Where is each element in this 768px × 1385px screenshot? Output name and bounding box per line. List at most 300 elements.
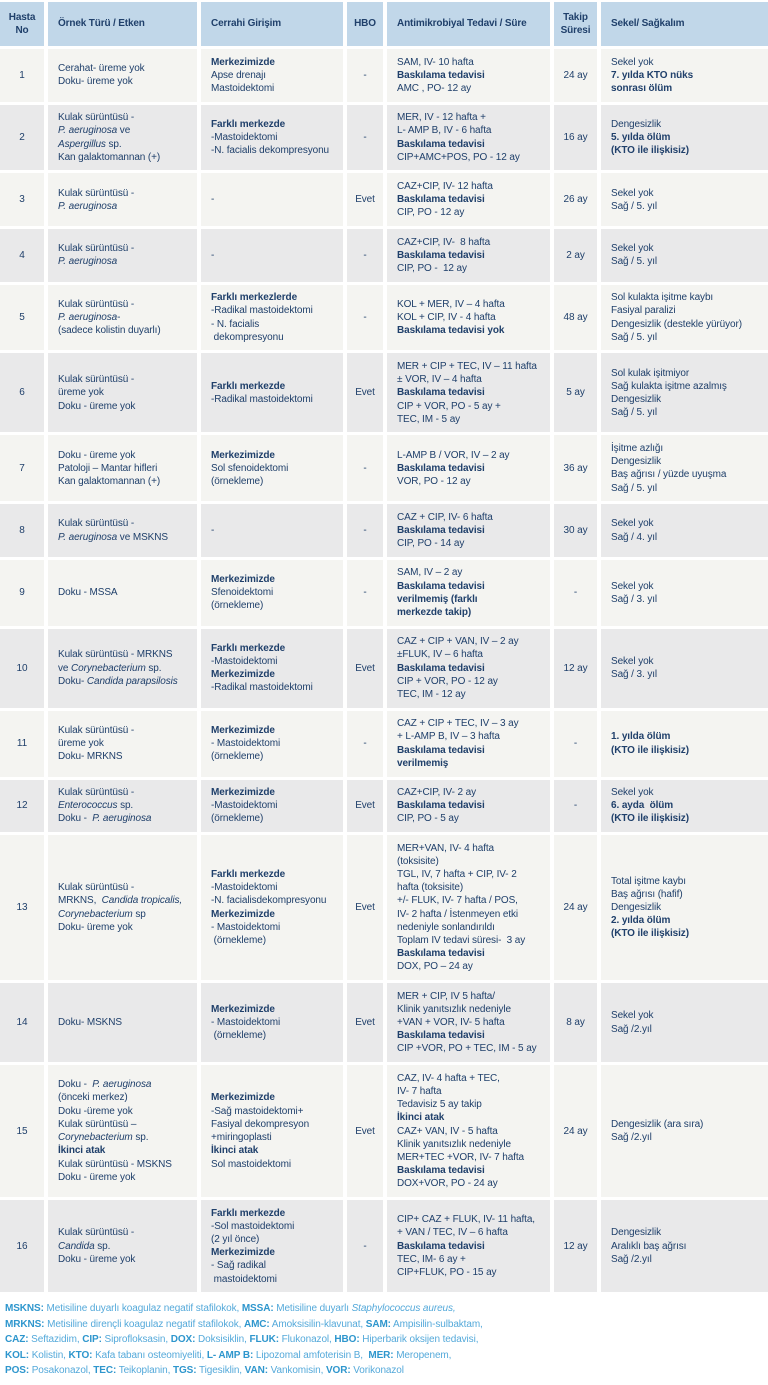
cell-line xyxy=(397,566,545,579)
text-segment: TEC, IM - 12 ay xyxy=(397,689,466,701)
cell-outcome xyxy=(601,983,768,1062)
cell-followup xyxy=(554,353,597,432)
cell-line xyxy=(58,1253,192,1266)
cell-hbo xyxy=(347,629,383,708)
cell-line xyxy=(611,442,763,455)
cell-line xyxy=(397,475,545,488)
cell-line xyxy=(58,255,192,268)
cell-no xyxy=(0,105,44,171)
text-segment: Merkezimizde xyxy=(211,908,275,920)
cell-hbo xyxy=(347,285,383,351)
cell-line xyxy=(58,799,192,812)
text-segment: Farklı merkezde xyxy=(211,1207,286,1219)
cell-line xyxy=(211,118,338,131)
text-segment: 8 ay xyxy=(566,1017,585,1029)
cell-line xyxy=(211,1246,338,1259)
cell-line xyxy=(397,124,545,137)
cell-line xyxy=(611,927,763,940)
cell-no xyxy=(0,835,44,980)
text-segment: IV- 2 hafta / İstenmeyen etki xyxy=(397,908,519,920)
cell-treatment xyxy=(387,780,550,833)
cell-surgery xyxy=(201,560,343,626)
text-segment: (sadece kolistin duyarlı) xyxy=(58,325,161,337)
cell-treatment xyxy=(387,49,550,102)
cell-line xyxy=(211,393,338,406)
footnote-line xyxy=(5,1301,764,1317)
text-segment: Baskılama tedavisi xyxy=(397,462,485,474)
cell-outcome xyxy=(601,629,768,708)
cell-line xyxy=(355,1125,375,1138)
text-segment: Kulak sürüntüsü – xyxy=(58,1118,137,1130)
cell-line xyxy=(211,812,338,825)
cell-line xyxy=(611,744,763,757)
text-segment: Baş ağrısı / yüzde uyuşma xyxy=(611,469,727,481)
abbreviation-footnotes xyxy=(0,1292,768,1379)
text-segment: CAZ, IV- 4 hafta + TEC, xyxy=(397,1072,500,1084)
text-segment: IV- 7 hafta xyxy=(397,1085,442,1097)
text-segment: Kan galaktomannan (+) xyxy=(58,475,161,487)
cell-surgery xyxy=(201,780,343,833)
text-segment: 5. yılda ölüm xyxy=(611,131,671,143)
cell-line xyxy=(58,124,192,137)
cell-line xyxy=(58,75,192,88)
cell-line xyxy=(397,1213,545,1226)
cell-line xyxy=(211,750,338,763)
text-segment: 8 xyxy=(19,524,25,536)
cell-followup xyxy=(554,285,597,351)
cell-line xyxy=(211,331,338,344)
text-segment: VOR: xyxy=(325,1365,351,1377)
cell-line xyxy=(397,236,545,249)
text-segment: Candida tropicalis, xyxy=(101,895,183,907)
cell-treatment xyxy=(387,105,550,171)
cell-line xyxy=(397,138,545,151)
cell-line xyxy=(355,386,375,399)
text-segment: - xyxy=(363,587,367,599)
text-segment: Metisiline dirençli koagulaz negatif stafilokok, xyxy=(44,1318,244,1330)
text-segment: Dengesizlik xyxy=(611,902,662,914)
cell-line xyxy=(611,1253,763,1266)
text-segment: Aspergillus xyxy=(58,138,106,150)
cell-line xyxy=(363,586,366,599)
text-segment: üreme yok xyxy=(58,738,104,750)
text-segment: DOX, PO – 24 ay xyxy=(397,961,473,973)
text-segment: Doku - xyxy=(58,1079,93,1091)
text-segment: verilmemiş xyxy=(397,757,449,769)
text-segment: TGL, IV, 7 hafta + CIP, IV- 2 xyxy=(397,869,517,881)
text-segment: CIP + VOR, PO - 12 ay xyxy=(397,675,498,687)
cell-line xyxy=(564,1125,588,1138)
cell-line xyxy=(58,62,192,75)
cell-line xyxy=(211,82,338,95)
cell-sample xyxy=(48,435,197,501)
text-segment: (örnekleme) xyxy=(211,475,264,487)
cell-sample xyxy=(48,560,197,626)
cell-sample xyxy=(48,780,197,833)
text-segment: CAZ + CIP, IV- 6 hafta xyxy=(397,511,493,523)
text-segment: 24 ay xyxy=(563,1125,588,1137)
cell-line xyxy=(211,144,338,157)
text-segment: Staphylococcus aureus, xyxy=(351,1303,456,1315)
cell-line xyxy=(58,1171,192,1184)
cell-line xyxy=(611,367,763,380)
cell-followup xyxy=(554,983,597,1062)
text-segment: 26 ay xyxy=(563,194,588,206)
text-segment: Amoksisilin-klavunat, xyxy=(269,1318,366,1330)
text-segment: 3 xyxy=(19,194,25,206)
text-segment: Dengesizlik (ara sıra) xyxy=(611,1118,704,1130)
cell-line xyxy=(211,894,338,907)
cell-line xyxy=(19,386,24,399)
cell-hbo xyxy=(347,1200,383,1292)
text-segment: Sağ / 5. yıl xyxy=(611,331,658,343)
table-row xyxy=(0,835,768,980)
cell-hbo xyxy=(347,105,383,171)
text-segment: CAZ+ VAN, IV - 5 hafta xyxy=(397,1125,498,1137)
cell-line xyxy=(611,799,763,812)
text-segment: Metisiline duyarlı xyxy=(273,1303,352,1315)
cell-line xyxy=(17,1016,28,1029)
cell-line xyxy=(211,599,338,612)
footnote-line xyxy=(5,1332,764,1348)
text-segment: ve xyxy=(58,662,72,674)
text-segment: Tedavisiz 5 ay takip xyxy=(397,1099,482,1111)
text-segment: Doku- üreme yok xyxy=(58,76,133,88)
cell-line xyxy=(58,187,192,200)
cell-line xyxy=(58,881,192,894)
cell-line xyxy=(211,1091,338,1104)
header-cell-hbo xyxy=(347,2,383,46)
cell-line xyxy=(611,56,763,69)
text-segment: 5 xyxy=(19,311,25,323)
cell-line xyxy=(58,373,192,386)
cell-line xyxy=(397,511,545,524)
cell-line xyxy=(397,730,545,743)
cell-line xyxy=(211,786,338,799)
cell-line xyxy=(355,193,375,206)
cell-sample xyxy=(48,504,197,557)
cell-sample xyxy=(48,711,197,777)
cell-line xyxy=(397,934,545,947)
text-segment: 11 xyxy=(16,738,28,750)
table-row xyxy=(0,983,768,1062)
text-segment: Baskılama tedavisi xyxy=(397,580,485,592)
text-segment: Hiperbarik oksijen tedavisi, xyxy=(359,1334,479,1346)
text-segment: Doku -üreme yok xyxy=(58,1105,133,1117)
cell-line xyxy=(211,249,338,262)
cell-line xyxy=(397,947,545,960)
text-segment: (örnekleme) xyxy=(211,1030,266,1042)
text-segment: sp. xyxy=(117,800,134,812)
cell-line xyxy=(397,1111,545,1124)
text-segment: Merkezimizde xyxy=(211,1247,275,1259)
cell-line xyxy=(397,960,545,973)
text-segment: Farklı merkezlerde xyxy=(211,292,298,304)
text-segment: 2 ay xyxy=(566,249,585,261)
cell-line xyxy=(397,1253,545,1266)
text-segment: Baskılama tedavisi xyxy=(397,194,485,206)
header-cell-treatment xyxy=(387,2,550,46)
table-row xyxy=(0,49,768,102)
text-segment: Merkezimizde xyxy=(211,724,275,736)
text-segment: Doku - üreme yok xyxy=(58,1171,136,1183)
text-segment: CIP, PO - 14 ay xyxy=(397,538,465,550)
cell-line xyxy=(574,737,577,750)
footnote-line xyxy=(5,1348,764,1364)
cell-line xyxy=(397,537,545,550)
cell-hbo xyxy=(347,435,383,501)
text-segment: - xyxy=(363,738,367,750)
cell-line xyxy=(397,400,545,413)
text-segment: hafta (toksisite) xyxy=(397,882,464,894)
cell-surgery xyxy=(201,285,343,351)
text-segment: Evet xyxy=(355,1017,375,1029)
cell-line xyxy=(611,131,763,144)
cell-line xyxy=(355,662,375,675)
cell-line xyxy=(58,1078,192,1091)
cell-line xyxy=(611,331,763,344)
header-label: Hasta No xyxy=(8,11,36,36)
text-segment: Toplam IV tedavi süresi- 3 ay xyxy=(397,935,526,947)
text-segment: - xyxy=(363,311,367,323)
text-segment: Kulak sürüntüsü - MSKNS xyxy=(58,1158,172,1170)
text-segment: MRKNS: xyxy=(5,1318,45,1330)
cell-line xyxy=(211,1029,338,1042)
text-segment: MER + CIP, IV 5 hafta/ xyxy=(397,990,495,1002)
text-segment: sp. xyxy=(132,1132,149,1144)
cell-line xyxy=(355,1016,375,1029)
cell-line xyxy=(397,908,545,921)
text-segment: (toksisite) xyxy=(397,855,439,867)
cell-no xyxy=(0,229,44,282)
cell-followup xyxy=(554,1200,597,1292)
cell-outcome xyxy=(601,435,768,501)
cell-line xyxy=(211,1158,338,1171)
cell-line xyxy=(19,524,24,537)
text-segment: CIP+FLUK, PO - 15 ay xyxy=(397,1266,497,1278)
text-segment: 13 xyxy=(16,902,28,914)
cell-line xyxy=(58,242,192,255)
text-segment: 7. yılda KTO nüks xyxy=(611,69,694,81)
text-segment: 6. ayda ölüm xyxy=(611,800,674,812)
text-segment: Dengesizlik (destekle yürüyor) xyxy=(611,318,742,330)
text-segment: 24 ay xyxy=(563,69,588,81)
cell-line xyxy=(397,1098,545,1111)
cell-line xyxy=(211,380,338,393)
text-segment: KOL + MER, IV – 4 hafta xyxy=(397,298,505,310)
text-segment: CAZ + CIP + VAN, IV – 2 ay xyxy=(397,636,519,648)
cell-followup xyxy=(554,835,597,980)
header-cell-surgery xyxy=(201,2,343,46)
cell-line xyxy=(397,675,545,688)
text-segment: İkinci atak xyxy=(58,1145,106,1157)
cell-line xyxy=(211,291,338,304)
text-segment: (örnekleme) xyxy=(211,813,264,825)
cell-line xyxy=(363,524,366,537)
cell-hbo xyxy=(347,49,383,102)
text-segment: 12 ay xyxy=(563,1240,588,1252)
cell-line xyxy=(58,400,192,413)
cell-line xyxy=(17,737,27,750)
cell-treatment xyxy=(387,1200,550,1292)
cell-line xyxy=(19,311,24,324)
cell-line xyxy=(611,242,763,255)
text-segment: Posakonazol, xyxy=(29,1365,94,1377)
cell-line xyxy=(397,1240,545,1253)
text-segment: 7 xyxy=(19,462,25,474)
cell-sample xyxy=(48,1200,197,1292)
cell-sample xyxy=(48,353,197,432)
cell-line xyxy=(564,1240,588,1253)
text-segment: Baskılama tedavisi xyxy=(397,1165,485,1177)
text-segment: sp. xyxy=(105,138,122,150)
cell-line xyxy=(19,193,24,206)
text-segment: MER+TEC +VOR, IV- 7 hafta xyxy=(397,1151,524,1163)
text-segment: Sekel yok xyxy=(611,1010,654,1022)
cell-outcome xyxy=(601,105,768,171)
cell-line xyxy=(58,1118,192,1131)
cell-line xyxy=(397,413,545,426)
cell-line xyxy=(363,311,366,324)
table-row xyxy=(0,105,768,171)
text-segment: ± VOR, IV – 4 hafta xyxy=(397,374,482,386)
cell-line xyxy=(611,406,763,419)
text-segment: Baskılama tedavisi xyxy=(397,800,485,812)
text-segment: Kulak sürüntüsü - xyxy=(58,882,135,894)
cell-line xyxy=(211,131,338,144)
cell-no xyxy=(0,353,44,432)
text-segment: DOX: xyxy=(170,1334,196,1346)
text-segment: Sekel yok xyxy=(611,656,654,667)
text-segment: 16 xyxy=(16,1240,28,1252)
text-segment: MER+VAN, IV- 4 hafta xyxy=(397,842,495,854)
text-segment: Kan galaktomannan (+) xyxy=(58,151,161,163)
cell-line xyxy=(17,799,28,812)
cell-line xyxy=(397,990,545,1003)
text-segment: HBO: xyxy=(334,1334,360,1346)
cell-line xyxy=(611,1023,763,1036)
cell-surgery xyxy=(201,835,343,980)
text-segment: - N. facialis xyxy=(211,318,260,330)
cell-hbo xyxy=(347,229,383,282)
cell-line xyxy=(355,799,375,812)
text-segment: + VAN / TEC, IV – 6 hafta xyxy=(397,1227,508,1239)
text-segment: CIP, PO - 5 ay xyxy=(397,813,459,825)
cell-treatment xyxy=(387,435,550,501)
text-segment: Baskılama tedavisi xyxy=(397,138,485,150)
cell-line xyxy=(564,901,588,914)
text-segment: 16 ay xyxy=(563,131,588,143)
cell-line xyxy=(397,1177,545,1190)
text-segment: -Mastoidektomi xyxy=(211,800,278,812)
cell-line xyxy=(58,737,192,750)
text-segment: P. aeruginosa xyxy=(92,1079,152,1091)
cell-line xyxy=(58,1105,192,1118)
text-segment: İşitme azlığı xyxy=(611,442,664,454)
cell-line xyxy=(397,249,545,262)
cell-line xyxy=(611,187,763,200)
text-segment: Evet xyxy=(355,194,375,206)
text-segment: merkezde takip) xyxy=(397,607,472,618)
cell-line xyxy=(397,1029,545,1042)
text-segment: Merkezimizde xyxy=(211,787,275,799)
cell-hbo xyxy=(347,835,383,980)
cell-line xyxy=(363,737,366,750)
text-segment: Sol sfenoidektomi xyxy=(211,462,289,474)
cell-line xyxy=(611,455,763,468)
cell-surgery xyxy=(201,983,343,1062)
text-segment: Sağ / 3. yıl xyxy=(611,593,658,605)
header-label: Antimikrobiyal Tedavi / Süre xyxy=(397,18,527,30)
text-segment: Kulak sürüntüsü - MRKNS xyxy=(58,649,173,661)
text-segment: - xyxy=(211,524,215,536)
text-segment: Merkezimizde xyxy=(211,573,275,585)
cell-line xyxy=(211,1220,338,1233)
cell-line xyxy=(58,151,192,164)
cell-line xyxy=(211,573,338,586)
cell-line xyxy=(564,69,588,82)
cell-line xyxy=(611,531,763,544)
text-segment: Kulak sürüntüsü - xyxy=(58,298,135,310)
text-segment: Aralıklı baş ağrısı xyxy=(611,1240,687,1252)
text-segment: Sağ /2.yıl xyxy=(611,1253,652,1265)
cell-line xyxy=(397,894,545,907)
text-segment: Dengesizlik xyxy=(611,456,662,468)
cell-line xyxy=(58,1226,192,1239)
text-segment: - xyxy=(363,131,367,143)
cell-line xyxy=(58,200,192,213)
cell-line xyxy=(611,291,763,304)
cell-line xyxy=(611,318,763,331)
cell-line xyxy=(58,517,192,530)
table-row xyxy=(0,1065,768,1197)
cell-line xyxy=(211,462,338,475)
cell-followup xyxy=(554,504,597,557)
text-segment: 1. yılda ölüm xyxy=(611,731,671,743)
text-segment: - xyxy=(363,249,367,261)
cell-line xyxy=(211,1118,338,1131)
cell-line xyxy=(211,1144,338,1157)
cell-followup xyxy=(554,435,597,501)
cell-line xyxy=(211,1016,338,1029)
text-segment: Doku - üreme yok xyxy=(58,400,136,412)
text-segment: Farklı merkezde xyxy=(211,642,286,654)
cell-line xyxy=(58,1144,192,1157)
text-segment: CAZ+CIP, IV- 2 ay xyxy=(397,787,476,799)
table-row xyxy=(0,504,768,557)
cell-line xyxy=(211,69,338,82)
cell-outcome xyxy=(601,229,768,282)
cell-line xyxy=(58,750,192,763)
text-segment: POS: xyxy=(5,1365,30,1377)
cell-no xyxy=(0,1065,44,1197)
text-segment: Kulak sürüntüsü - xyxy=(58,787,135,799)
cell-line xyxy=(397,56,545,69)
cell-sample xyxy=(48,835,197,980)
cell-line xyxy=(58,311,192,324)
table-row xyxy=(0,435,768,501)
cell-line xyxy=(397,662,545,675)
cell-line xyxy=(397,69,545,82)
text-segment: Doku - xyxy=(58,813,90,825)
text-segment: Teikoplanin, xyxy=(116,1365,173,1377)
text-segment: mastoidektomi xyxy=(211,1273,277,1285)
cell-followup xyxy=(554,780,597,833)
text-segment: MER, IV - 12 hafta + xyxy=(397,112,486,124)
cell-sample xyxy=(48,49,197,102)
text-segment: Baş ağrısı (hafif) xyxy=(611,888,683,900)
cell-hbo xyxy=(347,504,383,557)
